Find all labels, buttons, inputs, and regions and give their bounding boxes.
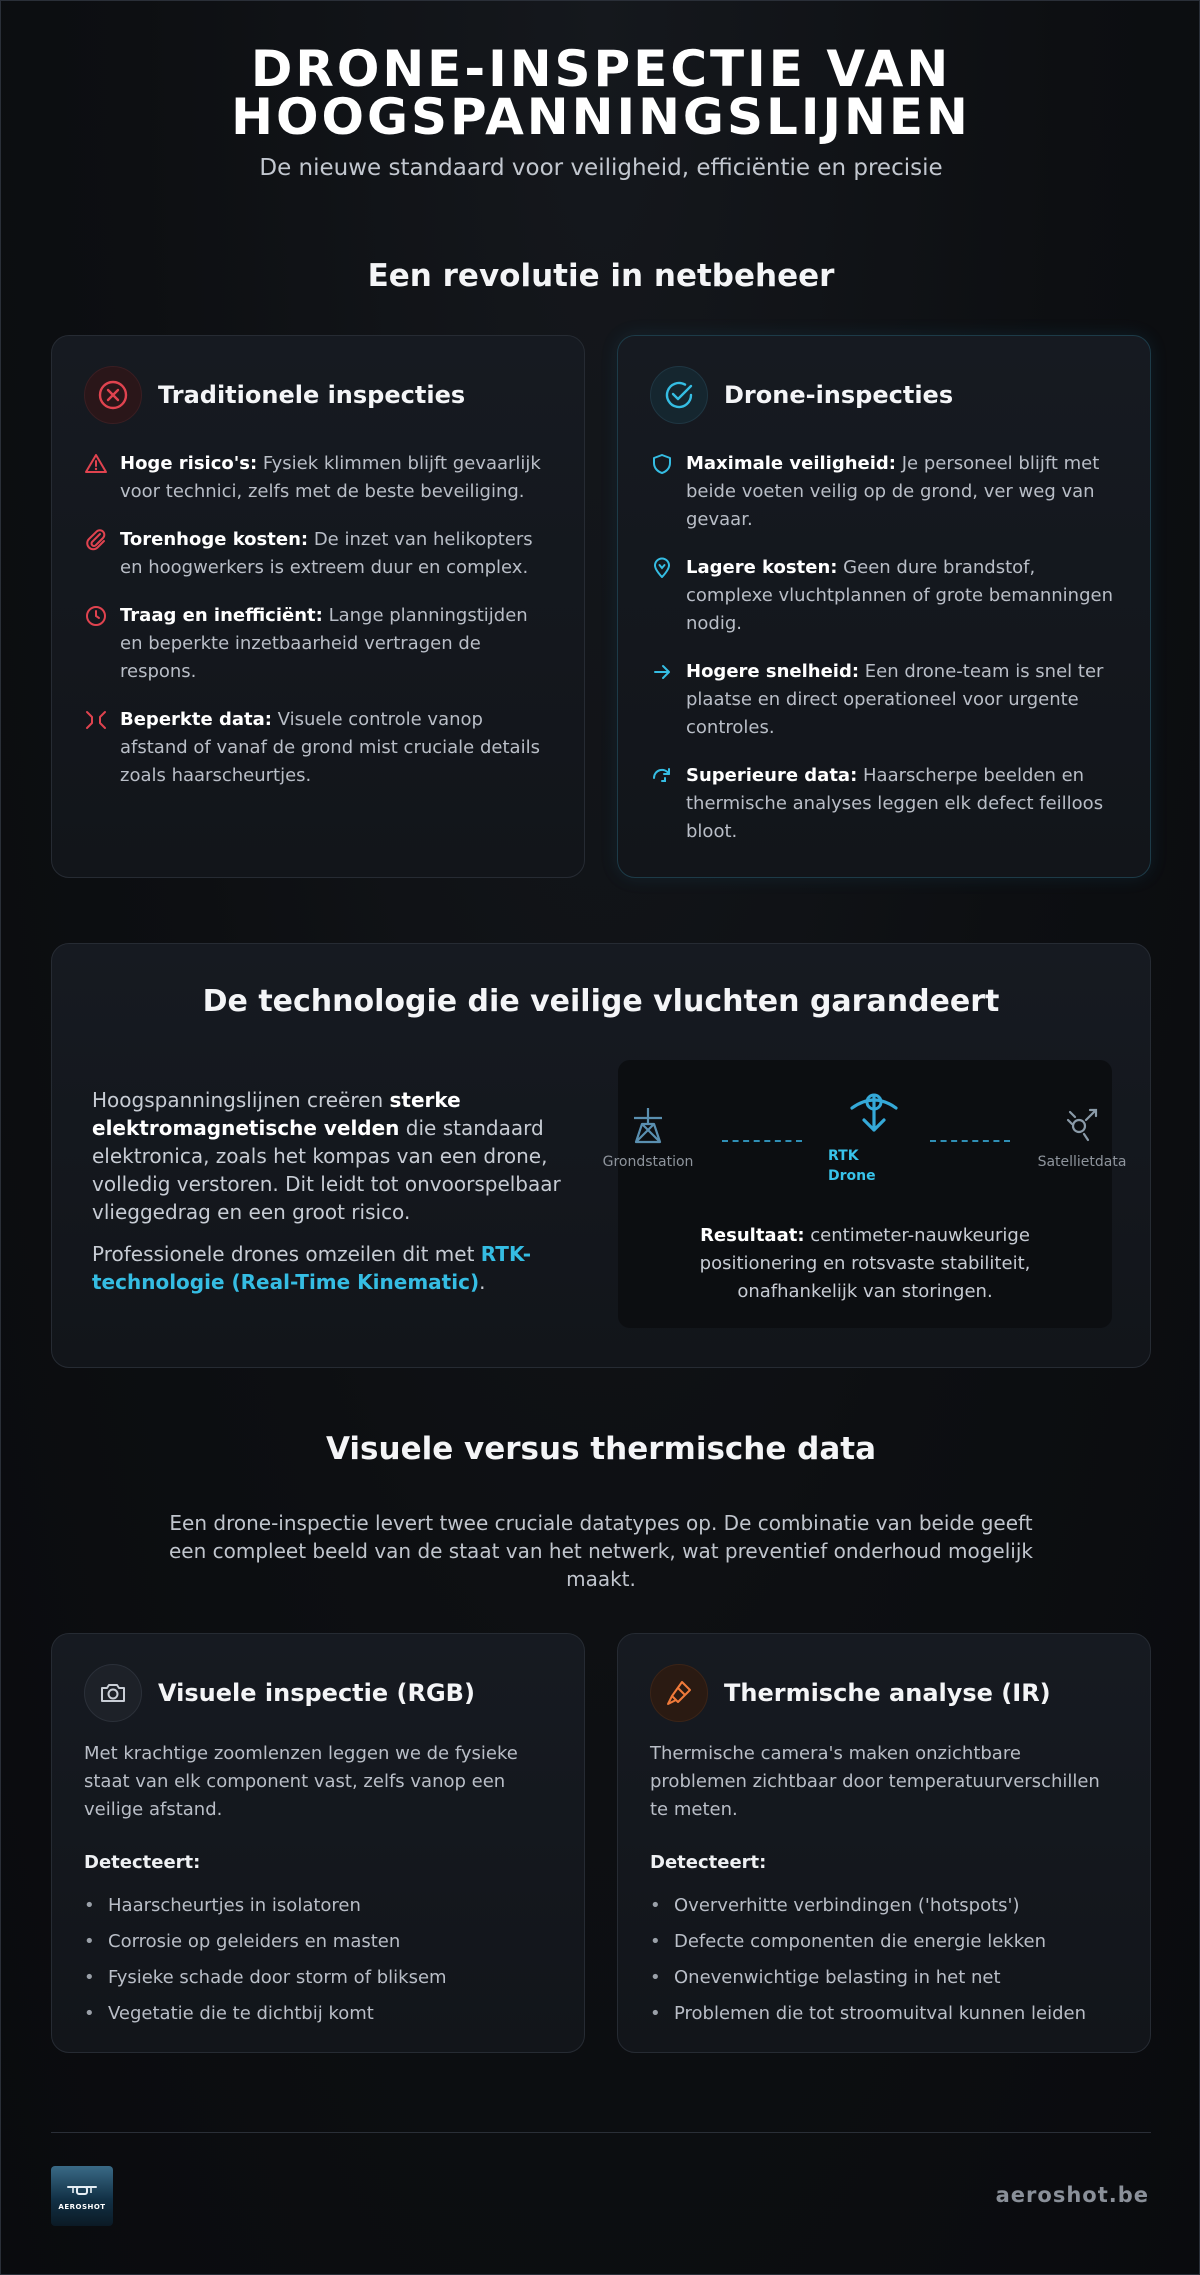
x-circle-icon [84, 366, 142, 424]
card-header [650, 366, 953, 424]
list-item: Hogere snelheid: Een drone-team is snel ter plaatse en direct operationeel voor urgente controles. [650, 658, 1120, 742]
list-item: • Defecte componenten die energie lekken [650, 1924, 1130, 1960]
section-title-technology: De technologie die veilige vluchten garandeert [202, 984, 1000, 1019]
detect-heading: Detecteert: [84, 1852, 201, 1873]
card-header [84, 1664, 475, 1722]
satellite-node: Satellietdata [1032, 1106, 1132, 1170]
section-title-data: Visuele versus thermische data [325, 1431, 877, 1467]
point-list [650, 450, 1120, 866]
list-item: • Vegetatie die te dichtbij komt [84, 1996, 564, 2032]
rtk-drone-node: RTK Drone [824, 1090, 924, 1186]
satellite-icon [1062, 1106, 1102, 1146]
card-description: Thermische camera's maken onzichtbare problemen zichtbaar door temperatuurverschillen te meten. [650, 1743, 1100, 1820]
ground-station-icon [626, 1106, 670, 1146]
list-item: Lagere kosten: Geen dure brandstof, complexe vluchtplannen of grote bemanningen nodig. [650, 554, 1120, 638]
connection-line [722, 1140, 802, 1142]
list-item: Beperkte data: Visuele controle vanop afstand of vanaf de grond mist cruciale details zoals haarscheurtjes. [84, 706, 554, 790]
list-item: • Haarscheurtjes in isolatoren [84, 1888, 564, 1924]
thermal-analysis-card [617, 1633, 1151, 2053]
list-item: Maximale veiligheid: Je personeel blijft met beide voeten veilig op de grond, ver weg van gevaar. [650, 450, 1120, 534]
detect-list [84, 1888, 564, 2032]
hero [1, 40, 1200, 181]
page-title: DRONE-INSPECTIE VAN HOOGSPANNINGSLIJNEN [231, 40, 971, 146]
camera-icon [84, 1664, 142, 1722]
list-item: Hoge risico's: Fysiek klimmen blijft gevaarlijk voor technici, zelfs met de beste beveiliging. [84, 450, 554, 506]
card-header [84, 366, 465, 424]
card-header [650, 1664, 1051, 1722]
site-link[interactable]: aeroshot.be [995, 2183, 1149, 2207]
detect-heading: Detecteert: [650, 1852, 767, 1873]
list-item: Torenhoge kosten: De inzet van helikopters en hoogwerkers is extreem duur en complex. [84, 526, 554, 582]
technology-text [92, 1086, 582, 1310]
piggy-bank-icon [650, 554, 686, 638]
list-item: • Oververhitte verbindingen ('hotspots') [650, 1888, 1130, 1924]
list-item: Superieure data: Haarscherpe beelden en thermische analyses leggen elk defect feilloos bloot. [650, 762, 1120, 846]
shield-icon [650, 450, 686, 534]
ground-station-node: Grondstation [598, 1106, 698, 1170]
card-title: Visuele inspectie (RGB) [158, 1679, 475, 1707]
list-item: • Fysieke schade door storm of bliksem [84, 1960, 564, 1996]
rtk-diagram [602, 1060, 1127, 1328]
list-item: • Problemen die tot stroomuitval kunnen leiden [650, 1996, 1130, 2032]
drone-card [617, 335, 1151, 878]
paperclip-icon [84, 526, 120, 582]
logo-text: AEROSHOT [58, 2203, 106, 2211]
logo-drone-icon [65, 2181, 99, 2201]
warning-icon [84, 450, 120, 506]
detect-list [650, 1888, 1130, 2032]
thermometer-icon [650, 1664, 708, 1722]
technology-paragraph: Hoogspanningslijnen creëren sterke elektromagnetische velden die standaard elektronica, zoals het kompas van een drone, volledig verstoren. Dit leidt tot onvoorspelbaar vlieggedrag en een groot risico. [92, 1088, 561, 1224]
technology-card [51, 943, 1151, 1368]
list-item: • Onevenwichtige belasting in het net [650, 1960, 1130, 1996]
section-title-revolution: Een revolutie in netbeheer [367, 258, 835, 294]
traditional-card [51, 335, 585, 878]
result-text: Resultaat: centimeter-nauwkeurige positionering en rotsvaste stabiliteit, onafhankelijk van storingen. [699, 1225, 1031, 1302]
arrow-right-icon [650, 658, 686, 742]
data-intro: Een drone-inspectie levert twee cruciale datatypes op. De combinatie van beide geeft een compleet beeld van de staat van het netwerk, wat preventief onderhoud mogelijk maakt. [168, 1511, 1033, 1591]
visual-inspection-card [51, 1633, 585, 2053]
list-item: • Corrosie op geleiders en masten [84, 1924, 564, 1960]
footer-divider [51, 2132, 1151, 2133]
list-item: Traag en inefficiënt: Lange planningstijden en beperkte inzetbaarheid vertragen de respons. [84, 602, 554, 686]
clock-icon [84, 602, 120, 686]
page-subtitle: De nieuwe standaard voor veiligheid, efficiëntie en precisie [259, 155, 943, 181]
aeroshot-logo[interactable] [51, 2166, 113, 2226]
card-title: Traditionele inspecties [158, 381, 466, 409]
card-description: Met krachtige zoomlenzen leggen we de fysieke staat van elk component vast, zelfs vanop een veilige afstand. [84, 1743, 518, 1820]
card-title: Drone-inspecties [724, 381, 954, 409]
card-title: Thermische analyse (IR) [724, 1679, 1051, 1707]
technology-paragraph: Professionele drones omzeilen dit met RTK-technologie (Real-Time Kinematic). [92, 1242, 532, 1294]
connection-line [930, 1140, 1010, 1142]
check-circle-icon [650, 366, 708, 424]
drone-icon [846, 1090, 902, 1138]
redo-icon [650, 762, 686, 846]
collapse-icon [84, 706, 120, 790]
point-list [84, 450, 554, 810]
